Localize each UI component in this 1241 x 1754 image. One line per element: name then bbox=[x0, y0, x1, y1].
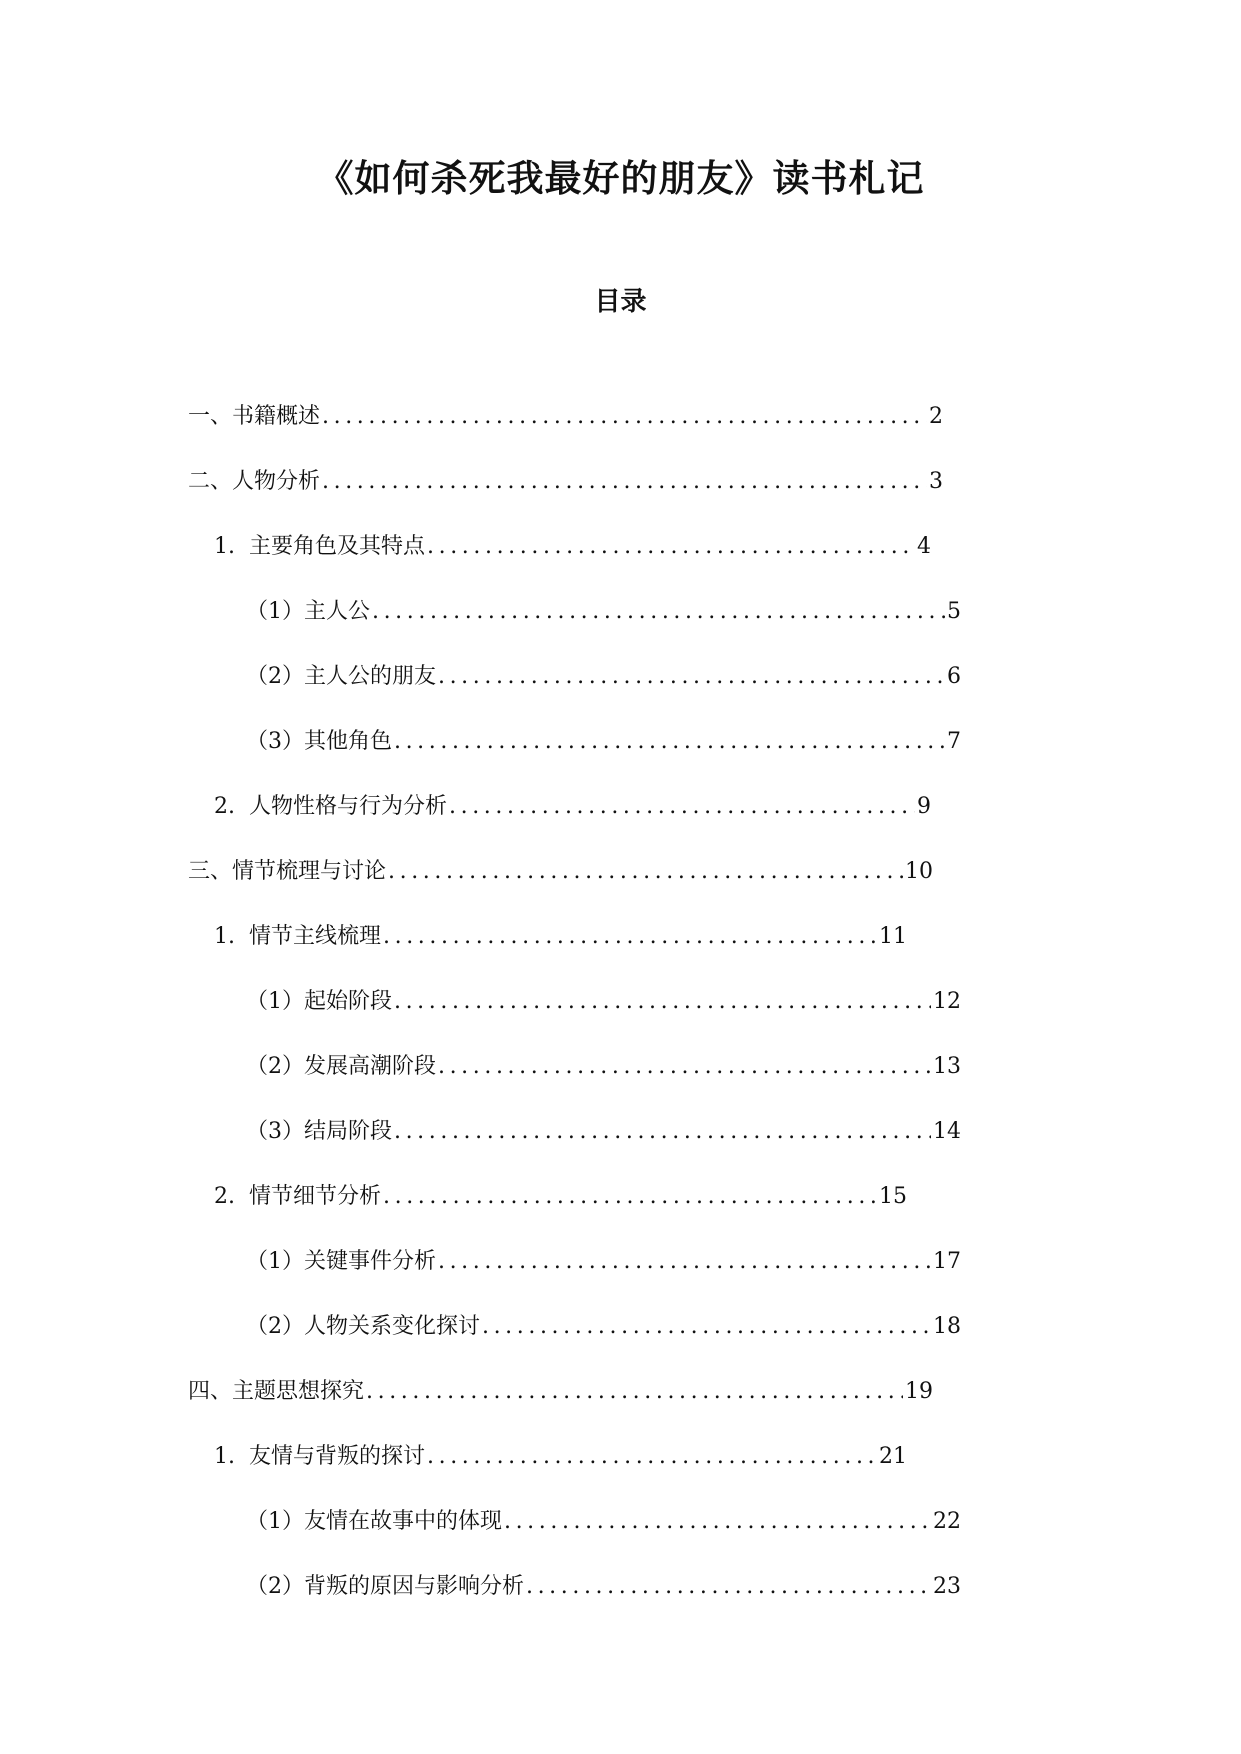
toc-leader-dots bbox=[438, 662, 945, 692]
toc-page-number: 6 bbox=[947, 663, 961, 689]
toc-entry-2-1[interactable] bbox=[0, 514, 931, 579]
toc-entry-label: （2）背叛的原因与影响分析 bbox=[246, 1573, 524, 1599]
toc-page-number: 3 bbox=[929, 468, 943, 494]
toc-entry-text: 主要角色及其特点 bbox=[249, 533, 426, 559]
toc-entry-label: 一、书籍概述 bbox=[188, 403, 321, 429]
toc-entry-3-2-1[interactable] bbox=[0, 1229, 961, 1294]
toc-page-number: 15 bbox=[879, 1183, 907, 1209]
toc-page-number: 14 bbox=[933, 1118, 961, 1144]
toc-page-number: 22 bbox=[933, 1508, 961, 1534]
toc-entry-text: 人物性格与行为分析 bbox=[249, 793, 448, 819]
table-of-contents bbox=[0, 384, 1241, 1619]
toc-page-number: 18 bbox=[933, 1313, 961, 1339]
toc-entry-2-1-1[interactable] bbox=[0, 579, 961, 644]
toc-entry-3-1[interactable] bbox=[0, 904, 907, 969]
toc-entry-3-1-1[interactable] bbox=[0, 969, 961, 1034]
toc-leader-dots bbox=[394, 987, 931, 1017]
toc-page-number: 21 bbox=[879, 1443, 907, 1469]
toc-leader-dots bbox=[366, 1377, 903, 1407]
toc-entry-label bbox=[214, 1182, 381, 1212]
toc-leader-dots bbox=[383, 922, 877, 952]
toc-entry-4[interactable] bbox=[0, 1359, 933, 1424]
toc-page-number: 2 bbox=[929, 403, 943, 429]
toc-leader-dots bbox=[438, 1247, 931, 1277]
toc-entry-label: （1）友情在故事中的体现 bbox=[246, 1508, 502, 1534]
toc-entry-3-1-3[interactable] bbox=[0, 1099, 961, 1164]
toc-entry-label bbox=[214, 1442, 425, 1472]
toc-entry-label bbox=[214, 532, 425, 562]
toc-leader-dots bbox=[394, 727, 945, 757]
toc-page-number: 11 bbox=[879, 923, 907, 949]
toc-entry-label: （3）其他角色 bbox=[246, 728, 392, 754]
toc-entry-number: 1. bbox=[214, 923, 235, 949]
toc-entry-text: 情节主线梳理 bbox=[249, 923, 382, 949]
toc-page-number: 4 bbox=[917, 533, 931, 559]
toc-entry-label bbox=[214, 922, 381, 952]
toc-entry-number: 1. bbox=[214, 533, 235, 559]
toc-entry-label: （2）人物关系变化探讨 bbox=[246, 1313, 480, 1339]
toc-entry-label: 四、主题思想探究 bbox=[188, 1378, 365, 1404]
toc-page-number: 5 bbox=[947, 598, 961, 624]
toc-entry-label: （2）主人公的朋友 bbox=[246, 663, 436, 689]
toc-entry-label: （1）关键事件分析 bbox=[246, 1248, 436, 1274]
toc-page-number: 10 bbox=[905, 858, 933, 884]
toc-entry-label: （2）发展高潮阶段 bbox=[246, 1053, 436, 1079]
toc-entry-text: 友情与背叛的探讨 bbox=[249, 1443, 426, 1469]
toc-leader-dots bbox=[322, 402, 927, 432]
toc-entry-3[interactable] bbox=[0, 839, 933, 904]
toc-entry-label: 三、情节梳理与讨论 bbox=[188, 858, 387, 884]
toc-leader-dots bbox=[482, 1312, 931, 1342]
toc-page-number: 19 bbox=[905, 1378, 933, 1404]
toc-page-number: 17 bbox=[933, 1248, 961, 1274]
toc-page-number: 23 bbox=[933, 1573, 961, 1599]
toc-leader-dots bbox=[394, 1117, 931, 1147]
toc-entry-3-2[interactable] bbox=[0, 1164, 907, 1229]
toc-entry-label: （1）主人公 bbox=[246, 598, 370, 624]
toc-entry-4-1-2[interactable] bbox=[0, 1554, 961, 1619]
toc-entry-4-1-1[interactable] bbox=[0, 1489, 961, 1554]
toc-leader-dots bbox=[372, 597, 945, 627]
toc-leader-dots bbox=[438, 1052, 931, 1082]
toc-leader-dots bbox=[449, 792, 915, 822]
toc-entry-2[interactable] bbox=[0, 449, 943, 514]
toc-page-number: 9 bbox=[917, 793, 931, 819]
toc-entry-3-1-2[interactable] bbox=[0, 1034, 961, 1099]
toc-entry-2-2[interactable] bbox=[0, 774, 931, 839]
toc-leader-dots bbox=[504, 1507, 931, 1537]
toc-entry-1[interactable] bbox=[0, 384, 943, 449]
toc-entry-number: 2. bbox=[214, 1183, 235, 1209]
toc-page-number: 13 bbox=[933, 1053, 961, 1079]
toc-leader-dots bbox=[427, 1442, 877, 1472]
toc-entry-label bbox=[214, 792, 447, 822]
toc-leader-dots bbox=[526, 1572, 931, 1602]
toc-page-number: 12 bbox=[933, 988, 961, 1014]
toc-entry-label: 二、人物分析 bbox=[188, 468, 321, 494]
document-title: 《如何杀死我最好的朋友》读书札记 bbox=[316, 156, 925, 200]
toc-entry-3-2-2[interactable] bbox=[0, 1294, 961, 1359]
toc-heading: 目录 bbox=[594, 287, 647, 317]
toc-leader-dots bbox=[383, 1182, 877, 1212]
toc-entry-label: （3）结局阶段 bbox=[246, 1118, 392, 1144]
toc-entry-number: 1. bbox=[214, 1443, 235, 1469]
toc-leader-dots bbox=[427, 532, 915, 562]
toc-page-number: 7 bbox=[947, 728, 961, 754]
toc-leader-dots bbox=[322, 467, 927, 497]
toc-leader-dots bbox=[388, 857, 903, 887]
toc-entry-2-1-2[interactable] bbox=[0, 644, 961, 709]
toc-entry-text: 情节细节分析 bbox=[249, 1183, 382, 1209]
toc-entry-label: （1）起始阶段 bbox=[246, 988, 392, 1014]
toc-entry-number: 2. bbox=[214, 793, 235, 819]
toc-entry-2-1-3[interactable] bbox=[0, 709, 961, 774]
toc-entry-4-1[interactable] bbox=[0, 1424, 907, 1489]
